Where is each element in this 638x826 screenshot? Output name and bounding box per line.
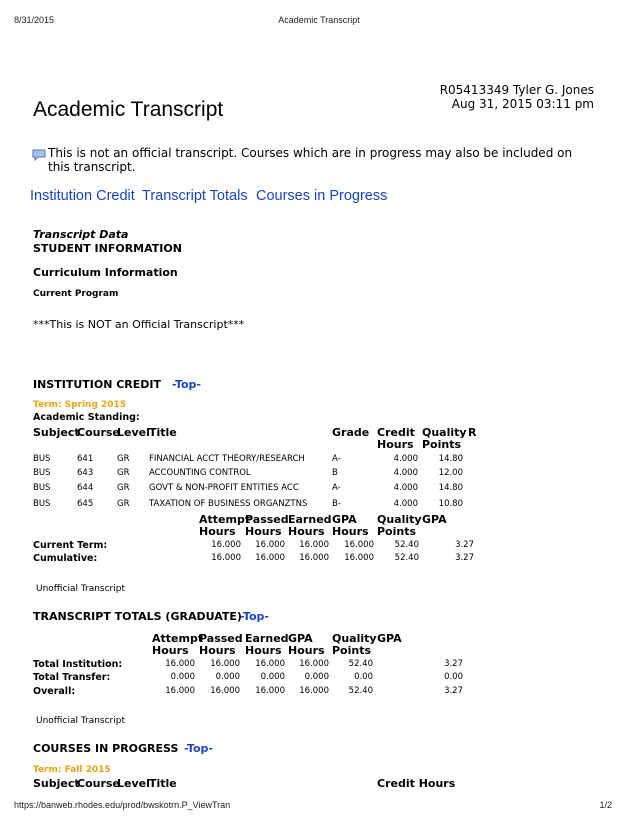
student-id-name: R05413349 Tyler G. Jones xyxy=(439,83,594,97)
term-label: Term: Spring 2015 xyxy=(33,400,127,410)
progress-col-credit-hours: Credit Hours xyxy=(377,777,456,790)
cell-grade: B xyxy=(332,468,338,478)
cell-credit: 4.000 xyxy=(393,468,418,478)
cell-subject: BUS xyxy=(33,483,51,493)
row-label: Total Transfer: xyxy=(33,672,111,683)
print-date: 8/31/2015 xyxy=(14,15,55,25)
unofficial-note-2: Unofficial Transcript xyxy=(36,716,125,726)
row-label: Overall: xyxy=(33,686,76,697)
cell-points: 14.80 xyxy=(438,454,463,464)
cell-quality-points: 52.40 xyxy=(394,553,419,563)
cell-passed: 16.000 xyxy=(210,686,240,696)
academic-standing: Academic Standing: xyxy=(33,412,140,423)
row-label: Cumulative: xyxy=(33,553,98,564)
totals-col-passed: Passed Hours xyxy=(199,632,243,657)
top-link-institution[interactable]: -Top- xyxy=(172,378,201,391)
col-title: Title xyxy=(149,426,177,439)
print-page-number: 1/2 xyxy=(599,800,612,810)
cell-grade: A- xyxy=(332,454,341,464)
cell-level: GR xyxy=(117,468,130,478)
sum-col-quality: Quality Points xyxy=(377,513,422,538)
cell-subject: BUS xyxy=(33,499,51,509)
unofficial-note-1: Unofficial Transcript xyxy=(36,584,125,594)
cell-grade: B- xyxy=(332,499,341,509)
totals-col-gpa: GPA xyxy=(377,632,402,645)
cell-gpa: 3.27 xyxy=(444,686,463,696)
current-program-label: Current Program xyxy=(33,289,119,299)
cell-gpa-hours: 16.000 xyxy=(344,540,374,550)
page-title: Academic Transcript xyxy=(33,98,224,121)
cell-earned: 16.000 xyxy=(299,540,329,550)
info-message: This is not an official transcript. Courses which are in progress may also be included on this transcript. xyxy=(48,146,573,174)
totals-col-earned: Earned Hours xyxy=(245,632,289,657)
col-grade: Grade xyxy=(332,426,370,439)
cell-attempt: 16.000 xyxy=(211,553,241,563)
cell-gpa-hours: 0.000 xyxy=(304,672,329,682)
progress-col-title: Title xyxy=(149,777,177,790)
cell-gpa: 0.00 xyxy=(444,672,463,682)
cell-gpa: 3.27 xyxy=(444,659,463,669)
cell-grade: A- xyxy=(332,483,341,493)
cell-title: TAXATION OF BUSINESS ORGANZTNS xyxy=(149,499,308,509)
col-subject: Subject xyxy=(33,426,80,439)
cell-passed: 0.000 xyxy=(215,672,240,682)
student-info-heading: STUDENT INFORMATION xyxy=(33,242,182,255)
cell-credit: 4.000 xyxy=(393,454,418,464)
col-quality-points: Quality Points xyxy=(422,426,467,451)
cell-title: FINANCIAL ACCT THEORY/RESEARCH xyxy=(149,454,305,464)
cell-level: GR xyxy=(117,483,130,493)
cell-gpa-hours: 16.000 xyxy=(299,686,329,696)
cell-title: ACCOUNTING CONTROL xyxy=(149,468,251,478)
col-r: R xyxy=(468,426,477,439)
print-url: https://banweb.rhodes.edu/prod/bwskotrn.P_ViewTran xyxy=(14,800,231,810)
print-title: Academic Transcript xyxy=(278,15,360,25)
cell-course: 645 xyxy=(77,499,94,509)
report-timestamp: Aug 31, 2015 03:11 pm xyxy=(451,97,594,111)
cell-quality-points: 52.40 xyxy=(394,540,419,550)
cell-earned: 16.000 xyxy=(255,686,285,696)
cell-course: 644 xyxy=(77,483,94,493)
cell-gpa-hours: 16.000 xyxy=(344,553,374,563)
link-courses-in-progress[interactable]: Courses in Progress xyxy=(256,188,388,204)
sum-col-attempt: Attempt Hours xyxy=(199,513,251,538)
cell-earned: 16.000 xyxy=(299,553,329,563)
cell-points: 14.80 xyxy=(438,483,463,493)
transcript-data-caption: Transcript Data xyxy=(33,228,129,241)
cell-quality-points: 52.40 xyxy=(348,686,373,696)
progress-col-level: Level xyxy=(117,777,150,790)
col-credit-hours: Credit Hours xyxy=(377,426,415,451)
curriculum-heading: Curriculum Information xyxy=(33,266,178,279)
cell-subject: BUS xyxy=(33,468,51,478)
cell-attempt: 16.000 xyxy=(211,540,241,550)
link-transcript-totals[interactable]: Transcript Totals xyxy=(142,188,248,204)
sum-col-gpa: GPA xyxy=(422,513,447,526)
cell-attempt: 0.000 xyxy=(170,672,195,682)
info-icon xyxy=(32,146,46,165)
cell-points: 10.80 xyxy=(438,499,463,509)
sum-col-earned: Earned Hours xyxy=(288,513,332,538)
cell-attempt: 16.000 xyxy=(165,659,195,669)
totals-col-quality: Quality Points xyxy=(332,632,377,657)
totals-heading: TRANSCRIPT TOTALS (GRADUATE) xyxy=(33,610,242,623)
institution-credit-heading: INSTITUTION CREDIT xyxy=(33,378,162,391)
cell-quality-points: 0.00 xyxy=(354,672,373,682)
cell-earned: 0.000 xyxy=(260,672,285,682)
progress-col-subject: Subject xyxy=(33,777,80,790)
cell-passed: 16.000 xyxy=(210,659,240,669)
cell-gpa-hours: 16.000 xyxy=(299,659,329,669)
col-level: Level xyxy=(117,426,150,439)
cell-points: 12.00 xyxy=(438,468,463,478)
cell-passed: 16.000 xyxy=(255,540,285,550)
cell-gpa: 3.27 xyxy=(455,540,474,550)
cell-gpa: 3.27 xyxy=(455,553,474,563)
col-course: Course xyxy=(77,426,120,439)
cell-credit: 4.000 xyxy=(393,483,418,493)
totals-col-gpa-hours: GPA Hours xyxy=(288,632,325,657)
term-label-fall: Term: Fall 2015 xyxy=(33,765,111,775)
cell-level: GR xyxy=(117,499,130,509)
cell-course: 641 xyxy=(77,454,94,464)
sum-col-passed: Passed Hours xyxy=(245,513,289,538)
row-label: Current Term: xyxy=(33,540,108,551)
cell-level: GR xyxy=(117,454,130,464)
top-link-progress[interactable]: -Top- xyxy=(184,742,213,755)
top-link-totals[interactable]: -Top- xyxy=(240,610,269,623)
in-progress-heading: COURSES IN PROGRESS xyxy=(33,742,179,755)
cell-title: GOVT & NON-PROFIT ENTITIES ACC xyxy=(149,483,299,493)
link-institution-credit[interactable]: Institution Credit xyxy=(30,188,135,204)
not-official-notice: ***This is NOT an Official Transcript*** xyxy=(33,318,245,331)
cell-subject: BUS xyxy=(33,454,51,464)
cell-quality-points: 52.40 xyxy=(348,659,373,669)
row-label: Total Institution: xyxy=(33,659,123,670)
cell-attempt: 16.000 xyxy=(165,686,195,696)
cell-earned: 16.000 xyxy=(255,659,285,669)
sum-col-gpa-hours: GPA Hours xyxy=(332,513,369,538)
cell-passed: 16.000 xyxy=(255,553,285,563)
cell-credit: 4.000 xyxy=(393,499,418,509)
progress-col-course: Course xyxy=(77,777,120,790)
totals-col-attempt: Attempt Hours xyxy=(152,632,204,657)
cell-course: 643 xyxy=(77,468,94,478)
